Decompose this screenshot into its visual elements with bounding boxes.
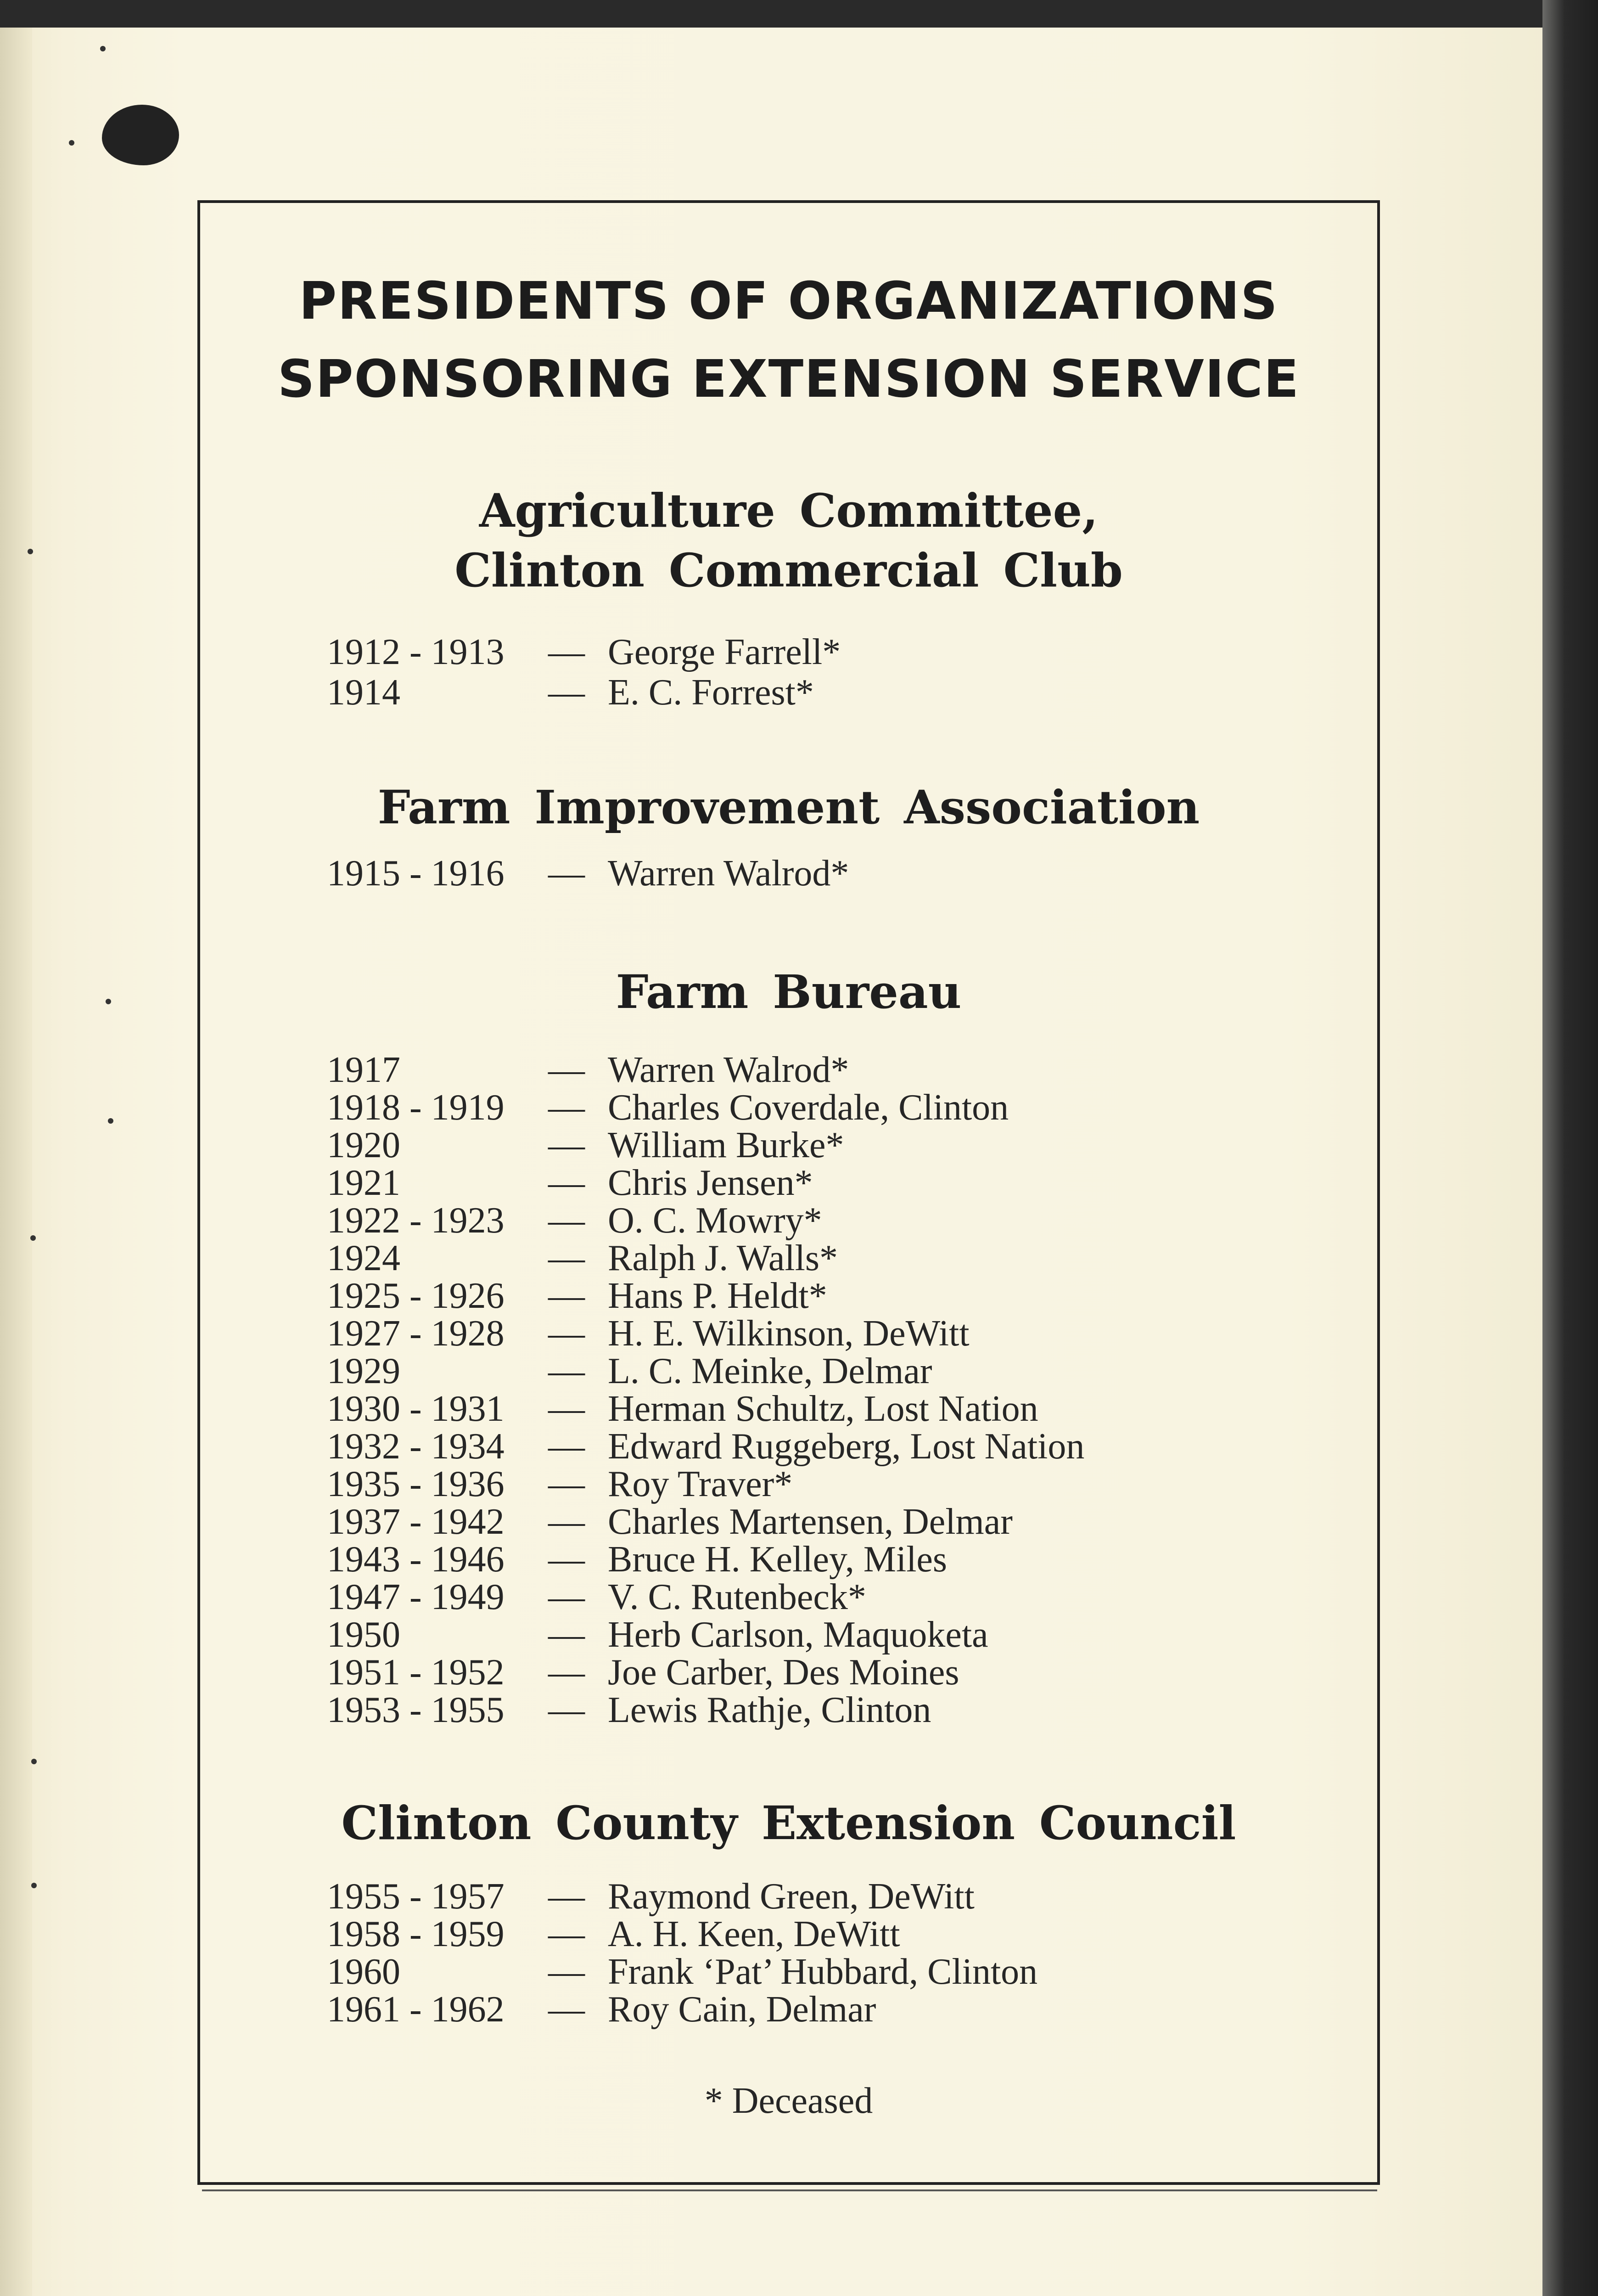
entry-dash: — xyxy=(548,1989,585,2030)
entry-years: 1943 - 1946 xyxy=(327,1539,505,1580)
entry-years: 1929 xyxy=(327,1351,400,1391)
entry-name: Warren Walrod* xyxy=(608,853,849,894)
entry-name: H. E. Wilkinson, DeWitt xyxy=(608,1313,970,1354)
entry-years: 1918 - 1919 xyxy=(327,1087,505,1128)
entry-dash: — xyxy=(548,1200,585,1241)
entry-years: 1935 - 1936 xyxy=(327,1464,505,1504)
entry-dash: — xyxy=(548,1615,585,1655)
entry-years: 1951 - 1952 xyxy=(327,1652,505,1693)
entry-dash: — xyxy=(548,1502,585,1542)
entry-years: 1953 - 1955 xyxy=(327,1690,505,1730)
entry-dash: — xyxy=(548,1577,585,1617)
entry-name: L. C. Meinke, Delmar xyxy=(608,1351,932,1391)
scan-right-shadow xyxy=(1542,0,1598,2296)
entry-name: Herb Carlson, Maquoketa xyxy=(608,1615,988,1655)
entry-dash: — xyxy=(548,1389,585,1429)
entry-name: William Burke* xyxy=(608,1125,844,1165)
paper-speck xyxy=(69,140,74,146)
entry-name: Raymond Green, DeWitt xyxy=(608,1876,975,1917)
punch-hole xyxy=(102,105,179,165)
entry-name: Herman Schultz, Lost Nation xyxy=(608,1389,1038,1429)
entry-dash: — xyxy=(548,1050,585,1090)
paper-speck xyxy=(100,46,106,51)
entry-years: 1955 - 1957 xyxy=(327,1876,505,1917)
entry-years: 1927 - 1928 xyxy=(327,1313,505,1354)
entry-dash: — xyxy=(548,1426,585,1467)
entry-years: 1932 - 1934 xyxy=(327,1426,505,1467)
entry-dash: — xyxy=(548,1125,585,1165)
entry-years: 1914 xyxy=(327,672,400,713)
section-heading-agriculture-line-2: Clinton Commercial Club xyxy=(454,543,1123,597)
entry-name: E. C. Forrest* xyxy=(608,672,814,713)
entry-name: Hans P. Heldt* xyxy=(608,1276,827,1316)
entry-dash: — xyxy=(548,1952,585,1992)
section-heading-agriculture-line-1: Agriculture Committee, xyxy=(479,484,1099,538)
entry-dash: — xyxy=(548,1276,585,1316)
entry-dash: — xyxy=(548,1539,585,1580)
entry-years: 1960 xyxy=(327,1952,400,1992)
entry-years: 1961 - 1962 xyxy=(327,1989,505,2030)
entry-name: Bruce H. Kelley, Miles xyxy=(608,1539,948,1580)
entry-dash: — xyxy=(548,1351,585,1391)
entry-dash: — xyxy=(548,672,585,713)
entry-name: Charles Martensen, Delmar xyxy=(608,1502,1013,1542)
entry-years: 1921 xyxy=(327,1163,400,1203)
entry-name: Roy Cain, Delmar xyxy=(608,1989,876,2030)
page-binding-edge xyxy=(0,28,32,2296)
entry-name: Charles Coverdale, Clinton xyxy=(608,1087,1009,1128)
paper-speck xyxy=(31,1759,37,1764)
section-heading-extension-council: Clinton County Extension Council xyxy=(341,1796,1236,1850)
entry-dash: — xyxy=(548,1163,585,1203)
entry-dash: — xyxy=(548,1313,585,1354)
paper-speck xyxy=(28,549,33,554)
entry-years: 1958 - 1959 xyxy=(327,1914,505,1954)
entry-name: George Farrell* xyxy=(608,632,841,672)
entry-name: Chris Jensen* xyxy=(608,1163,813,1203)
paper-speck xyxy=(31,1883,37,1888)
entry-dash: — xyxy=(548,1876,585,1917)
entry-dash: — xyxy=(548,1652,585,1693)
entry-dash: — xyxy=(548,1464,585,1504)
entry-dash: — xyxy=(548,632,585,672)
paper-speck xyxy=(30,1235,36,1241)
entry-years: 1920 xyxy=(327,1125,400,1165)
frame-bottom-rule xyxy=(202,2189,1377,2191)
entry-years: 1917 xyxy=(327,1050,400,1090)
entry-years: 1950 xyxy=(327,1615,400,1655)
entry-years: 1937 - 1942 xyxy=(327,1502,505,1542)
page-title-line-2: SPONSORING EXTENSION SERVICE xyxy=(277,349,1300,409)
section-heading-farm-bureau: Farm Bureau xyxy=(616,965,962,1019)
paper-speck xyxy=(108,1118,113,1124)
page-title-line-1: PRESIDENTS OF ORGANIZATIONS xyxy=(299,271,1278,331)
entry-name: Joe Carber, Des Moines xyxy=(608,1652,959,1693)
entry-dash: — xyxy=(548,1238,585,1278)
entry-name: Edward Ruggeberg, Lost Nation xyxy=(608,1426,1085,1467)
section-heading-farm-improvement: Farm Improvement Association xyxy=(377,780,1200,834)
entry-dash: — xyxy=(548,1914,585,1954)
entry-years: 1924 xyxy=(327,1238,400,1278)
entry-dash: — xyxy=(548,1690,585,1730)
entry-years: 1915 - 1916 xyxy=(327,853,505,894)
entry-name: V. C. Rutenbeck* xyxy=(608,1577,866,1617)
entry-years: 1922 - 1923 xyxy=(327,1200,505,1241)
entry-years: 1947 - 1949 xyxy=(327,1577,505,1617)
entry-name: Roy Traver* xyxy=(608,1464,793,1504)
entry-years: 1925 - 1926 xyxy=(327,1276,505,1316)
entry-years: 1912 - 1913 xyxy=(327,632,505,672)
entry-name: Frank ‘Pat’ Hubbard, Clinton xyxy=(608,1952,1038,1992)
entry-name: A. H. Keen, DeWitt xyxy=(608,1914,900,1954)
entry-years: 1930 - 1931 xyxy=(327,1389,505,1429)
entry-name: O. C. Mowry* xyxy=(608,1200,822,1241)
entry-dash: — xyxy=(548,1087,585,1128)
entry-name: Warren Walrod* xyxy=(608,1050,849,1090)
entry-name: Lewis Rathje, Clinton xyxy=(608,1690,931,1730)
entry-dash: — xyxy=(548,853,585,894)
deceased-footnote: * Deceased xyxy=(704,2081,873,2121)
entry-name: Ralph J. Walls* xyxy=(608,1238,838,1278)
paper-speck xyxy=(106,999,111,1004)
